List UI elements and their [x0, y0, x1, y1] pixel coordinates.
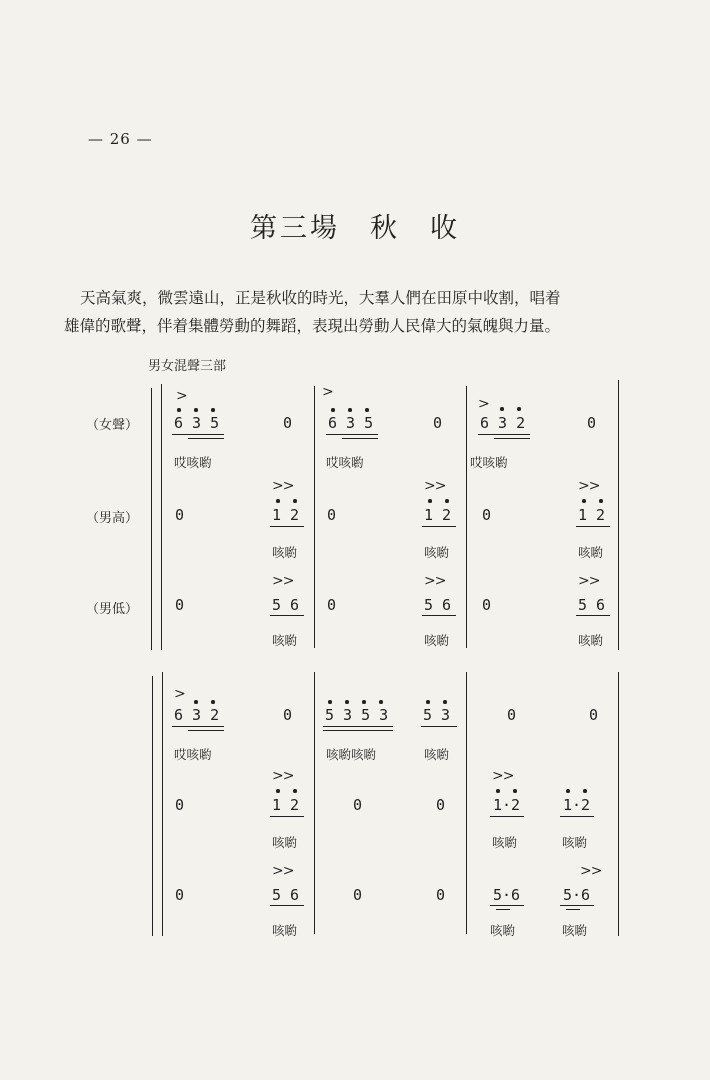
s2-underline	[421, 726, 457, 727]
s1-female-lyric-3: 哎咳喲	[470, 455, 508, 470]
s1-bass-note-3: 0	[327, 596, 337, 614]
s2-dot	[276, 789, 280, 793]
s2-dot	[513, 789, 517, 793]
s2-female-note-5: 0	[507, 706, 517, 724]
s1-female-note-6: 0	[587, 414, 597, 432]
s1-bass-note-4: 5 6	[424, 596, 452, 614]
s2-underline	[188, 730, 224, 731]
s1-dot	[276, 499, 280, 503]
s1-tenor-accent-3: >>	[578, 478, 600, 494]
system-1-left-bar-outer	[151, 388, 152, 650]
voice-label-tenor: （男高）	[86, 511, 139, 526]
s1-dot	[428, 499, 432, 503]
system-1-left-bar-inner	[161, 384, 162, 650]
s2-female-note-4: 5 3	[423, 706, 451, 724]
scene-description-line-2: 雄偉的歌聲，伴着集體勞動的舞蹈，表現出勞動人民偉大的氣魄與力量。	[64, 317, 561, 335]
s2-bass-accent-2: >>	[580, 863, 602, 879]
s2-underline	[490, 816, 524, 817]
s2-tenor-note-1: 0	[175, 796, 185, 814]
s2-tenor-note-2: 1 2	[272, 796, 300, 814]
s2-dot	[379, 700, 383, 704]
s2-bass-note-5: 5·6	[493, 886, 521, 904]
s2-underline	[560, 816, 594, 817]
scene-description-line-1: 天高氣爽，微雲遠山，正是秋收的時光，大羣人們在田原中收割，唱着	[80, 289, 561, 307]
voice-label-bass: （男低）	[86, 602, 139, 617]
s1-tenor-note-5: 0	[482, 506, 492, 524]
s2-dot	[362, 700, 366, 704]
s1-underline	[422, 526, 456, 527]
s1-dot	[211, 408, 215, 412]
s2-female-lyric-1: 哎咳喲	[174, 747, 212, 762]
s1-tenor-lyric-3: 咳喲	[578, 545, 604, 560]
s1-underline	[422, 615, 456, 616]
s1-female-note-2: 0	[283, 414, 293, 432]
s2-underline	[323, 730, 393, 731]
s1-dot	[582, 499, 586, 503]
s1-underline	[342, 438, 378, 439]
s1-tenor-accent-2: >>	[424, 478, 446, 494]
s1-bass-accent-1: >>	[272, 573, 294, 589]
s1-dot	[599, 499, 603, 503]
s2-tenor-note-4: 0	[436, 796, 446, 814]
s1-underline	[188, 438, 224, 439]
s1-tenor-lyric-2: 咳喲	[424, 545, 450, 560]
s1-tenor-accent-1: >>	[272, 478, 294, 494]
s2-dot	[583, 789, 587, 793]
s2-dot	[211, 700, 215, 704]
scene-description	[64, 284, 654, 340]
s1-dot	[293, 499, 297, 503]
page-number: — 26 —	[88, 130, 153, 148]
s2-underline	[172, 726, 224, 727]
s2-bass-note-3: 0	[353, 886, 363, 904]
s1-dot	[500, 407, 504, 411]
voicing-label: 男女混聲三部	[148, 359, 227, 374]
s1-tenor-note-2: 1 2	[272, 506, 300, 524]
s2-female-note-3: 5 3 5 3	[325, 706, 389, 724]
s1-underline	[576, 615, 610, 616]
s1-underline	[478, 434, 530, 435]
s2-dot	[194, 700, 198, 704]
s1-dot	[331, 408, 335, 412]
s1-female-lyric-2: 哎咳喲	[326, 455, 364, 470]
s1-female-note-5: 6 3 2	[480, 414, 526, 432]
system-1-right-bar	[618, 380, 619, 650]
s2-bass-note-4: 0	[436, 886, 446, 904]
s2-dot	[496, 789, 500, 793]
s1-female-note-4: 0	[433, 414, 443, 432]
s2-tenor-lyric-2: 咳喲	[492, 835, 518, 850]
s2-dot	[426, 700, 430, 704]
s1-female-note-3: 6 3 5	[328, 414, 374, 432]
s1-tenor-note-3: 0	[327, 506, 337, 524]
s1-bass-accent-3: >>	[578, 573, 600, 589]
s1-bass-lyric-2: 咳喲	[424, 633, 450, 648]
s1-underline	[270, 526, 304, 527]
s2-bass-lyric-3: 咳喲	[562, 923, 588, 938]
s2-tenor-accent-2: >>	[492, 768, 514, 784]
s1-underline	[326, 434, 378, 435]
s2-dot	[345, 700, 349, 704]
s1-dot	[194, 408, 198, 412]
s2-bass-lyric-2: 咳喲	[490, 923, 516, 938]
s2-bass-note-1: 0	[175, 886, 185, 904]
s1-bass-lyric-3: 咳喲	[578, 633, 604, 648]
s1-tenor-note-6: 1 2	[578, 506, 606, 524]
s1-female-lyric-1: 哎咳喲	[174, 455, 212, 470]
s1-underline	[172, 434, 224, 435]
s1-bass-note-6: 5 6	[578, 596, 606, 614]
s2-bass-accent-1: >>	[272, 863, 294, 879]
s1-dot	[365, 408, 369, 412]
s1-female-accent-1: >	[176, 388, 187, 404]
s1-bass-note-5: 0	[482, 596, 492, 614]
system-2-left-bar-inner	[162, 672, 163, 936]
page-title: 第三場 秋 收	[250, 213, 460, 244]
s2-dot	[566, 789, 570, 793]
system-1-barline-3	[466, 386, 467, 648]
s1-bass-lyric-1: 咳喲	[272, 633, 298, 648]
s2-tenor-lyric-3: 咳喲	[562, 835, 588, 850]
s2-underline	[323, 726, 393, 727]
s1-bass-accent-2: >>	[424, 573, 446, 589]
system-2-right-bar	[618, 672, 619, 936]
s2-female-accent-1: >	[174, 686, 185, 702]
s2-underline	[496, 909, 510, 910]
s1-female-accent-3: >	[478, 396, 489, 412]
s1-female-note-1: 6 3 5	[174, 414, 220, 432]
s1-female-accent-2: >	[322, 384, 333, 400]
s1-underline	[576, 526, 610, 527]
s1-bass-note-2: 5 6	[272, 596, 300, 614]
s1-dot	[177, 408, 181, 412]
s1-underline	[494, 438, 530, 439]
s2-female-note-6: 0	[589, 706, 599, 724]
s2-underline	[566, 909, 580, 910]
system-2-barline-2	[314, 672, 315, 934]
system-1-barline-2	[314, 386, 315, 648]
s1-tenor-lyric-1: 咳喲	[272, 545, 298, 560]
s2-underline	[270, 905, 304, 906]
s2-dot	[443, 700, 447, 704]
s2-female-note-2: 0	[283, 706, 293, 724]
s1-tenor-note-4: 1 2	[424, 506, 452, 524]
s2-underline	[270, 816, 304, 817]
system-2-left-bar-outer	[152, 676, 153, 936]
s2-bass-note-2: 5 6	[272, 886, 300, 904]
s2-female-lyric-2: 咳喲咳喲	[326, 747, 377, 762]
s1-tenor-note-1: 0	[175, 506, 185, 524]
s1-underline	[270, 615, 304, 616]
s1-bass-note-1: 0	[175, 596, 185, 614]
voice-label-female: （女聲）	[86, 418, 139, 433]
s1-dot	[517, 407, 521, 411]
s2-tenor-lyric-1: 咳喲	[272, 835, 298, 850]
s1-dot	[348, 408, 352, 412]
s2-dot	[328, 700, 332, 704]
s2-bass-note-6: 5·6	[563, 886, 591, 904]
s2-underline	[560, 905, 594, 906]
s2-underline	[490, 905, 524, 906]
s2-female-lyric-3: 咳喲	[424, 747, 450, 762]
s2-tenor-note-6: 1·2	[563, 796, 591, 814]
s2-female-note-1: 6 3 2	[174, 706, 220, 724]
s2-dot	[293, 789, 297, 793]
s1-dot	[445, 499, 449, 503]
s2-bass-lyric-1: 咳喲	[272, 923, 298, 938]
s2-tenor-note-3: 0	[353, 796, 363, 814]
s2-tenor-note-5: 1·2	[493, 796, 521, 814]
s2-tenor-accent-1: >>	[272, 768, 294, 784]
system-2-barline-3	[466, 672, 467, 934]
